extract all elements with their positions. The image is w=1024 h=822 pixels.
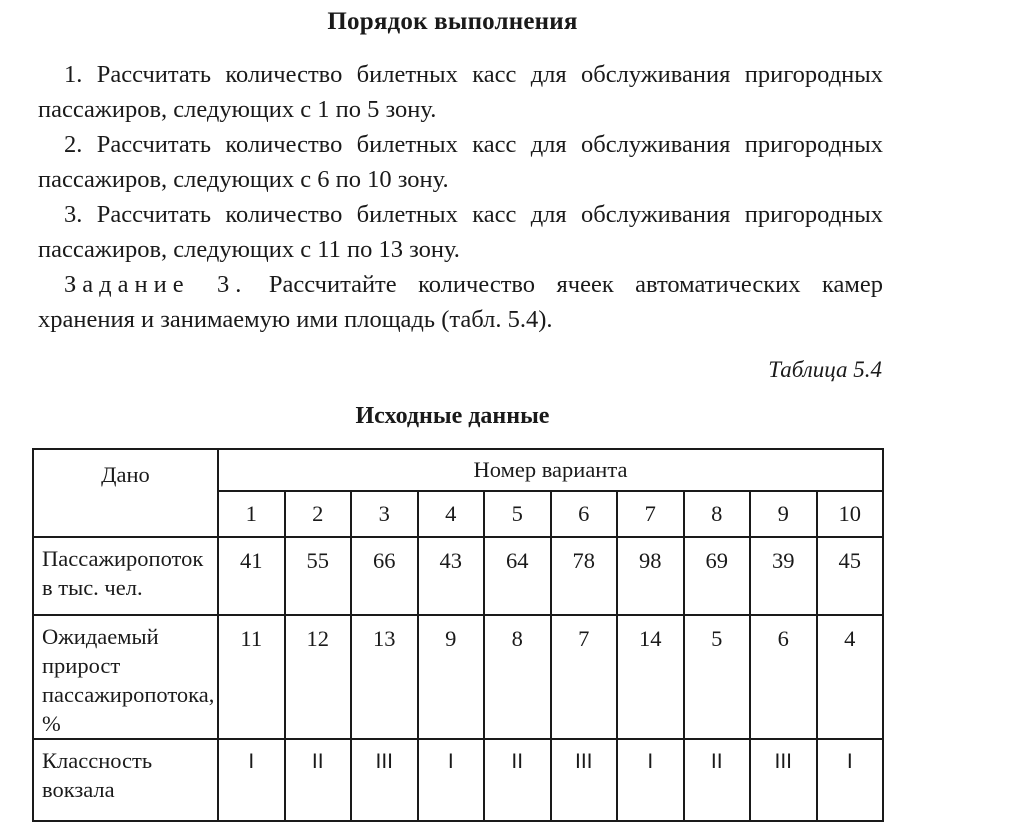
variant-number: 1: [218, 491, 285, 537]
table-cell: 41: [218, 537, 285, 615]
variant-number: 5: [484, 491, 551, 537]
table-cell: I: [617, 739, 684, 821]
table-cell: I: [418, 739, 485, 821]
step-2-paragraph: 2. Рассчитать количество билетных касс для обслуживания пригородных пассажиров, следующих с 6 по 10 зону.: [38, 131, 883, 193]
table-cell: III: [551, 739, 618, 821]
table-cell: I: [817, 739, 884, 821]
table-row-passenger-flow: [33, 537, 883, 615]
given-header: Дано: [33, 449, 218, 537]
table-cell: III: [750, 739, 817, 821]
table-cell: 14: [617, 615, 684, 739]
variant-number: 3: [351, 491, 418, 537]
source-data-table: [32, 448, 884, 822]
table-row-expected-growth: [33, 615, 883, 739]
table-cell: 98: [617, 537, 684, 615]
row-label: Классность вокзала: [33, 739, 218, 821]
table-cell: 55: [285, 537, 352, 615]
table-reference: Таблица 5.4: [768, 357, 882, 382]
table-cell: 5: [684, 615, 751, 739]
variant-number: 7: [617, 491, 684, 537]
table-cell: 12: [285, 615, 352, 739]
table-cell: 7: [551, 615, 618, 739]
task-text: Рассчитайте количество ячеек автоматических камер хранения и занимаемую ими площадь (табл. 5.4).: [38, 271, 884, 333]
task-3-paragraph: [38, 267, 883, 337]
table-cell: 11: [218, 615, 285, 739]
table-cell: II: [285, 739, 352, 821]
task-label: Задание 3.: [64, 271, 248, 298]
table-cell: 4: [817, 615, 884, 739]
step-3-paragraph: 3. Рассчитать количество билетных касс для обслуживания пригородных пассажиров, следующих с 11 по 13 зону.: [38, 201, 883, 263]
table-cell: I: [218, 739, 285, 821]
step-1-paragraph: 1. Рассчитать количество билетных касс для обслуживания пригородных пассажиров, следующих с 1 по 5 зону.: [38, 61, 883, 123]
table-cell: 66: [351, 537, 418, 615]
table-cell: 64: [484, 537, 551, 615]
row-label: Пассажиропоток в тыс. чел.: [33, 537, 218, 615]
section-heading: Порядок выполнения: [327, 8, 578, 35]
table-cell: 6: [750, 615, 817, 739]
table-cell: II: [684, 739, 751, 821]
table-cell: 8: [484, 615, 551, 739]
table-cell: 69: [684, 537, 751, 615]
table-cell: 45: [817, 537, 884, 615]
variant-number: 4: [418, 491, 485, 537]
table-cell: III: [351, 739, 418, 821]
table-cell: 9: [418, 615, 485, 739]
table-cell: 43: [418, 537, 485, 615]
variant-number-header: Номер варианта: [218, 449, 883, 491]
variant-number: 2: [285, 491, 352, 537]
table-cell: 78: [551, 537, 618, 615]
variant-number: 9: [750, 491, 817, 537]
row-label: Ожидаемый прирост пассажиропотока, %: [33, 615, 218, 739]
table-row-station-class: [33, 739, 883, 821]
table-title: Исходные данные: [355, 403, 550, 429]
table-cell: II: [484, 739, 551, 821]
variant-number: 8: [684, 491, 751, 537]
table-cell: 39: [750, 537, 817, 615]
table-cell: 13: [351, 615, 418, 739]
variant-number: 10: [817, 491, 884, 537]
variant-number: 6: [551, 491, 618, 537]
